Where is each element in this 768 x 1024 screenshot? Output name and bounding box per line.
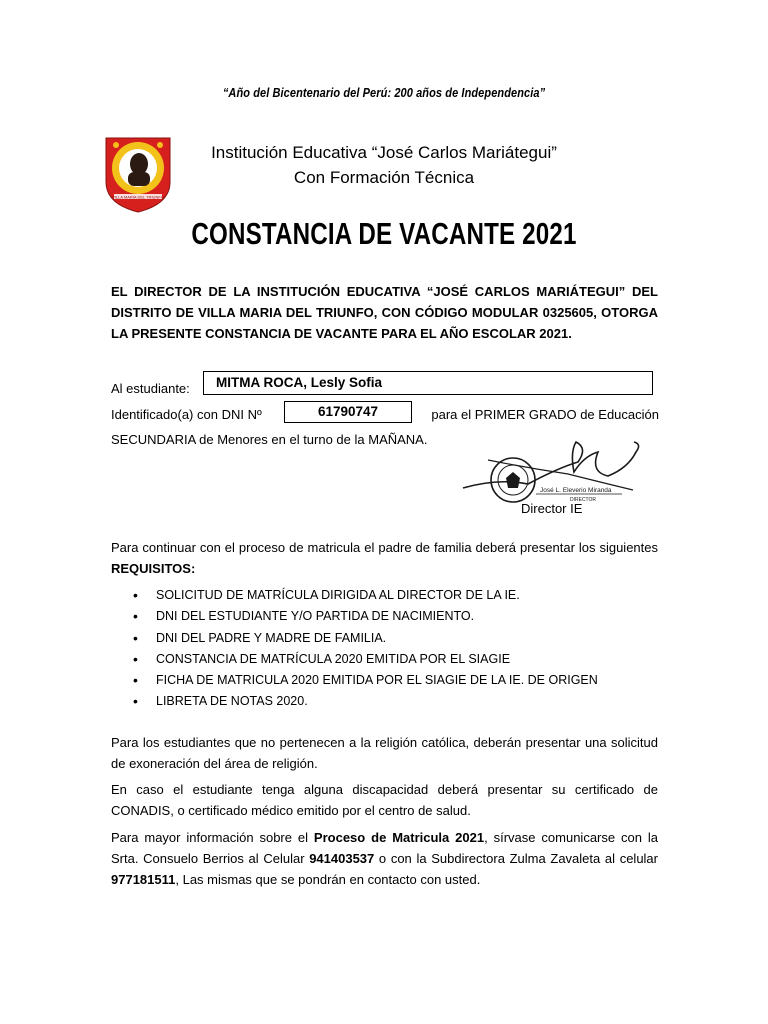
bullet-icon: •	[133, 693, 138, 710]
contact-text-4: , Las mismas que se pondrán en contacto con usted.	[175, 872, 481, 887]
bullet-icon: •	[133, 587, 138, 603]
bullet-icon: •	[133, 629, 138, 646]
level-text: SECUNDARIA de Menores en el turno de la MAÑANA.	[111, 432, 428, 447]
dni-box	[284, 401, 412, 423]
dni-label: Identificado(a) con DNI Nº	[111, 407, 262, 422]
list-item	[111, 691, 598, 712]
dni-value: 61790747	[317, 404, 379, 419]
motto-heading: “Año del Bicentenario del Perú: 200 años de Independencia”	[222, 86, 546, 100]
grade-text: para el PRIMER GRADO de Educación	[431, 407, 659, 422]
requirements-heading: REQUISITOS:	[111, 561, 196, 576]
bullet-icon: •	[133, 672, 138, 689]
contact-phone-2: 977181511	[111, 872, 176, 887]
school-logo	[104, 134, 172, 214]
requirement-text: LIBRETA DE NOTAS 2020.	[156, 694, 308, 709]
disability-note: En caso el estudiante tenga alguna discapacidad deberá presentar su certificado de CONADIS, o certificado médico emitido por el centro de salud.	[111, 782, 658, 818]
signature-name: José L. Eleverio Miranda	[540, 487, 612, 494]
contact-phone-1: 941403537	[309, 851, 375, 866]
requirement-text: DNI DEL ESTUDIANTE Y/O PARTIDA DE NACIMIENTO.	[156, 609, 475, 624]
contact-text-2: , sírvase comunicarse con la Srta. Consuelo Berrios al Celular	[111, 830, 658, 866]
requirements-intro-text: Para continuar con el proceso de matricula el padre de familia deberá presentar los siguientes	[111, 540, 658, 555]
requirements-intro	[111, 537, 658, 579]
list-item	[111, 628, 598, 649]
list-item	[111, 585, 598, 606]
student-label: Al estudiante:	[111, 381, 190, 396]
director-signature-stamp	[458, 438, 648, 504]
institution-subtitle: Con Formación Técnica	[293, 168, 475, 187]
list-item	[111, 606, 598, 627]
religion-note: Para los estudiantes que no pertenecen a la religión católica, deberán presentar una solicitud de exoneración del área de religión.	[111, 735, 658, 771]
requirement-text: DNI DEL PADRE Y MADRE DE FAMILIA.	[156, 630, 387, 645]
requirement-text: FICHA DE MATRICULA 2020 EMITIDA POR EL SIAGIE DE LA IE. DE ORIGEN	[156, 673, 598, 688]
student-name: MITMA ROCA, Lesly Sofia	[216, 375, 383, 390]
contact-text-3: o con la Subdirectora Zulma Zavaleta al celular	[374, 851, 658, 866]
director-label: Director IE	[521, 501, 583, 516]
logo-caption: VILLA MARIA DEL TRIUNFO	[112, 194, 164, 200]
contact-text-1: Para mayor información sobre el	[111, 830, 314, 845]
bullet-icon: •	[133, 650, 138, 667]
requirements-list	[111, 585, 598, 713]
list-item	[111, 670, 598, 691]
list-item	[111, 649, 598, 670]
signature-role: DIRECTOR	[570, 497, 597, 503]
requirement-text: SOLICITUD DE MATRÍCULA DIRIGIDA AL DIRECTOR DE LA IE.	[156, 588, 520, 602]
document-title: CONSTANCIA DE VACANTE 2021	[191, 216, 577, 251]
contact-note	[111, 827, 658, 890]
institution-name: Institución Educativa “José Carlos Mariátegui”	[211, 143, 557, 162]
student-name-box	[203, 371, 653, 395]
bullet-icon: •	[133, 608, 138, 625]
requirement-text: CONSTANCIA DE MATRÍCULA 2020 EMITIDA POR EL SIAGIE	[156, 651, 511, 666]
intro-paragraph: EL DIRECTOR DE LA INSTITUCIÓN EDUCATIVA “JOSÉ CARLOS MARIÁTEGUI” DEL DISTRITO DE VILLA MARIA DEL TRIUNFO, CON CÓDIGO MODULAR 0325605, OTORGA LA PRESENTE CONSTANCIA DE VACANTE PARA EL AÑO ESCOLAR 2021.	[111, 284, 658, 341]
contact-process: Proceso de Matricula 2021	[313, 830, 485, 845]
